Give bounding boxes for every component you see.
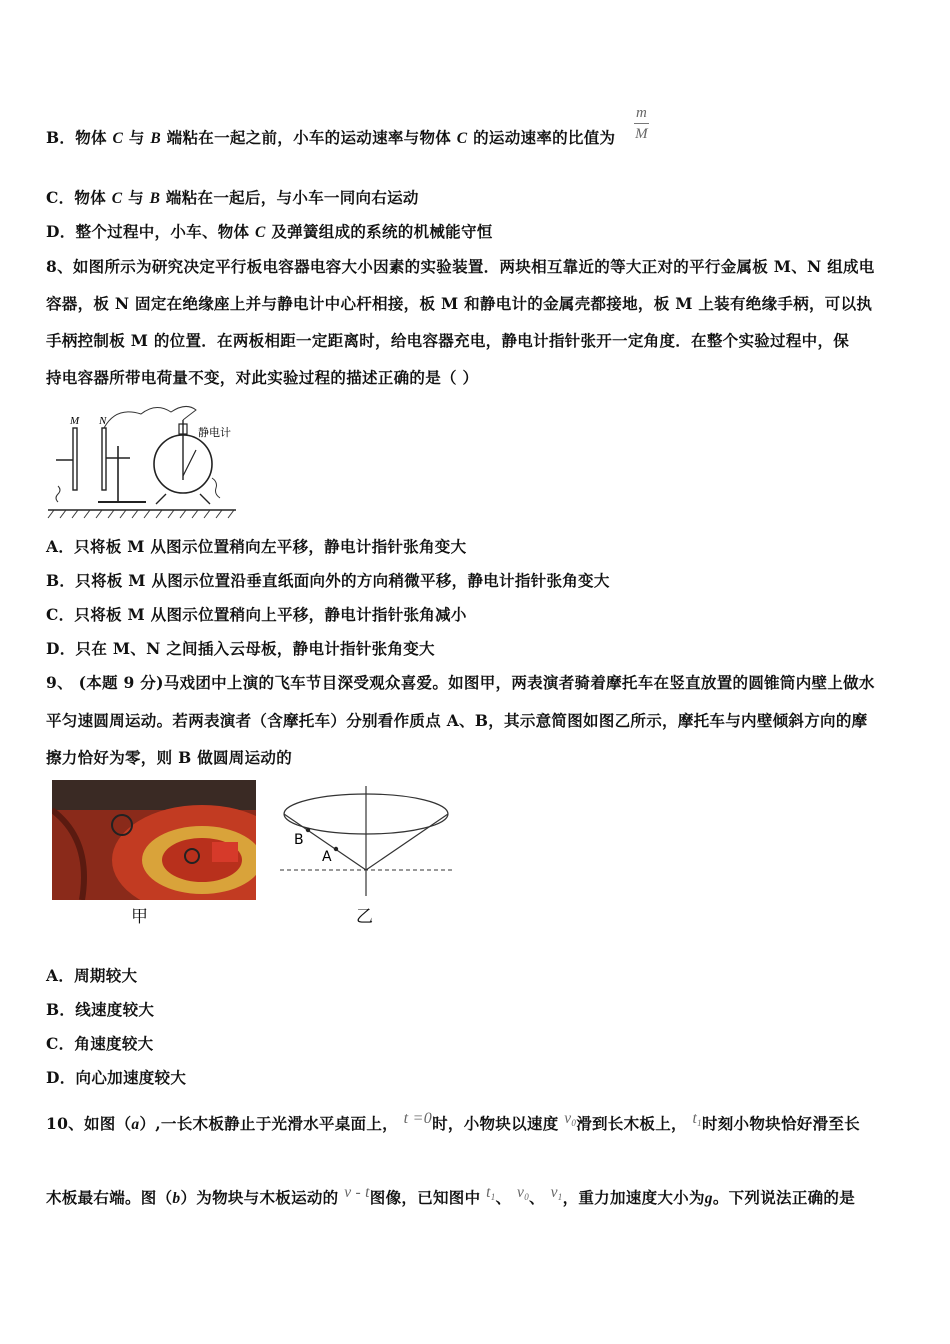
plate-n: [102, 428, 106, 490]
electrometer-legs: [156, 494, 210, 504]
q9-stem-line-3: 擦力恰好为零，则 B 做圆周运动的: [46, 748, 292, 767]
q8-option-a: A．只将板 M 从图示位置稍向左平移，静电计指针张角变大: [46, 537, 467, 556]
text: 与: [122, 188, 150, 207]
math-sub: 0: [524, 1192, 530, 1202]
q9-stem-line-2: 平匀速圆周运动。若两表演者（含摩托车）分别看作质点 A、B，其示意简图如图乙所示，摩托车与内壁倾斜方向的摩: [46, 711, 868, 730]
figure-caption-jia: 甲: [131, 907, 148, 927]
text: 及弹簧组成的系统的机械能守恒: [265, 222, 493, 241]
electrometer-needle: [183, 450, 196, 476]
text: 图像，已知图中: [369, 1188, 481, 1207]
math-t: t: [692, 1110, 698, 1127]
q7-option-c: [46, 186, 419, 208]
text: 。下列说法正确的是: [712, 1188, 856, 1207]
fraction-m-over-m: [634, 103, 649, 144]
label-b: B: [294, 832, 304, 848]
math-t1: [693, 1110, 702, 1127]
math-t: t: [486, 1184, 491, 1201]
math-t-equals-0: t =0: [403, 1110, 433, 1127]
text: C．物体: [46, 188, 112, 207]
q8-option-d: D．只在 M、N 之间插入云母板，静电计指针张角变大: [46, 639, 435, 658]
text: ）,一长木板静止于光滑水平桌面上，: [139, 1114, 398, 1133]
var-b: B: [150, 130, 161, 147]
label-a: A: [322, 849, 332, 865]
math-sub: 1: [490, 1192, 496, 1202]
q8-stem-line-2: 容器，板 N 固定在绝缘座上并与静电计中心杆相接，板 M 和静电计的金属壳都接地，板 M 上装有绝缘手柄，可以执: [46, 294, 873, 313]
text: 10、如图（: [46, 1114, 132, 1133]
figure-label-n: N: [99, 415, 107, 427]
math-sub: 1: [557, 1192, 563, 1202]
var-c: C: [456, 130, 468, 147]
q9-option-a: A．周期较大: [46, 966, 138, 985]
text: 木板最右端。图（: [46, 1188, 173, 1207]
text: 端粘在一起后，与小车一同向右运动: [160, 188, 419, 207]
q8-stem-line-1: 8、如图所示为研究决定平行板电容器电容大小因素的实验装置．两块相互靠近的等大正对的平行金属板 M、N 组成电: [46, 257, 875, 276]
connecting-wire: [104, 406, 196, 428]
math-v-t: v - t: [344, 1184, 370, 1201]
q8-stem-line-4: 持电容器所带电荷量不变，对此实验过程的描述正确的是（ ）: [46, 368, 479, 387]
figure-label-m: M: [70, 415, 80, 427]
math-v0: [564, 1110, 576, 1127]
fig-label-b: b: [172, 1190, 181, 1207]
q8-option-b: B．只将板 M 从图示位置沿垂直纸面向外的方向稍微平移，静电计指针张角变大: [46, 571, 610, 590]
text: 端粘在一起之前，小车的运动速率与物体: [160, 128, 457, 147]
math-v0: [517, 1184, 529, 1201]
q7-option-d: [46, 220, 493, 242]
text: 的运动速率的比值为: [467, 128, 616, 147]
text: ）为物块与木板运动的: [180, 1188, 339, 1207]
q8-option-c: C．只将板 M 从图示位置稍向上平移，静电计指针张角减小: [46, 605, 467, 624]
text: 、: [529, 1188, 545, 1207]
text: 时刻小物块恰好滑至长: [701, 1114, 860, 1133]
text: 、: [495, 1188, 512, 1207]
q7-option-b: [46, 126, 615, 148]
text: 滑到长木板上，: [576, 1114, 687, 1133]
var-c: C: [112, 130, 124, 147]
cone-right-wall: [366, 814, 448, 870]
plate-m: [73, 428, 77, 490]
q9-option-d: D．向心加速度较大: [46, 1068, 187, 1087]
q9-stem-line-1: 9、 (本题 9 分)马戏团中上演的飞车节目深受观众喜爱。如图甲，两表演者骑着摩托车在竖直放置的圆锥筒内壁上做水: [46, 673, 875, 692]
math-t1: [486, 1184, 495, 1201]
photo-box: [212, 842, 238, 862]
q10-stem-line-2: [46, 1186, 855, 1208]
q10-stem-line-1: [46, 1112, 860, 1134]
fig-label-a: a: [131, 1116, 140, 1133]
fraction-numerator: m: [634, 103, 649, 124]
math-sub: 0: [571, 1118, 577, 1128]
cone-diagram: [276, 784, 456, 900]
figure-label-electrometer: 静电计: [198, 426, 231, 439]
var-b: B: [149, 190, 161, 207]
text: ，重力加速度大小为: [562, 1188, 705, 1207]
text: B．物体: [46, 128, 113, 147]
q9-option-c: C．角速度较大: [46, 1034, 154, 1053]
point-b: [306, 828, 310, 832]
photo-audience: [52, 780, 256, 810]
fraction-denominator: M: [635, 126, 648, 142]
math-sub: 1: [697, 1118, 702, 1128]
var-c: C: [255, 224, 266, 241]
electrometer-figure: [46, 398, 246, 520]
text: 时，小物块以速度: [432, 1114, 559, 1133]
circus-photo: [52, 780, 256, 900]
point-a: [334, 847, 338, 851]
math-v: v: [564, 1110, 572, 1127]
math-v1: [551, 1184, 563, 1201]
text: D．整个过程中，小车、物体: [46, 222, 256, 241]
q9-option-b: B．线速度较大: [46, 1000, 155, 1019]
math-v: v: [517, 1184, 525, 1201]
math-v: v: [550, 1184, 558, 1201]
figure-caption-yi: 乙: [356, 907, 373, 927]
var-g: g: [704, 1190, 713, 1207]
q8-stem-line-3: 手柄控制板 M 的位置．在两板相距一定距离时，给电容器充电，静电计指针张开一定角度．在整个实验过程中，保: [46, 331, 850, 350]
ground-hatching: [48, 510, 234, 518]
text: 与: [123, 128, 151, 147]
var-c: C: [111, 190, 123, 207]
